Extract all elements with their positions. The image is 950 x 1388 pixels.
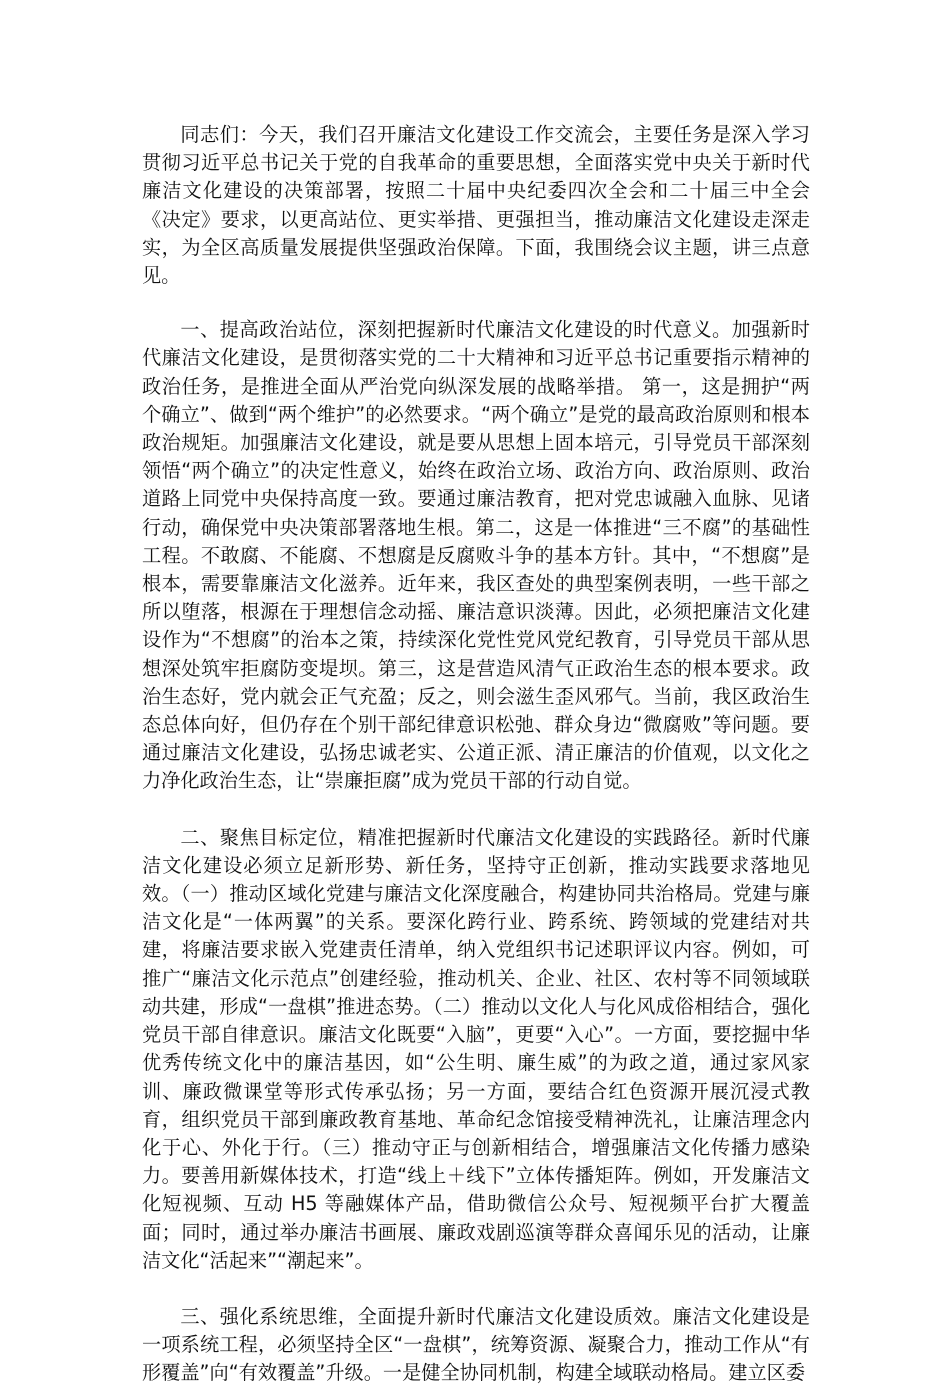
paragraph-section-three: 三、强化系统思维，全面提升新时代廉洁文化建设质效。廉洁文化建设是一项系统工程，必须坚持全区“一盘棋”，统筹资源、凝聚合力，推动工作从“有形覆盖”向“有效覆盖”升级。一是健全协同机制，构建全域联动格局。建立区委 [142,1304,810,1385]
paragraph-opening: 同志们：今天，我们召开廉洁文化建设工作交流会，主要任务是深入学习贯彻习近平总书记关于党的自我革命的重要思想，全面落实党中央关于新时代廉洁文化建设的决策部署，按照二十届中央纪委四次全会和二十届三中全会《决定》要求，以更高站位、更实举措、更强担当，推动廉洁文化建设走深走实，为全区高质量发展提供坚强政治保障。下面，我围绕会议主题，讲三点意见。 [142,123,810,288]
document-body [142,121,810,1388]
paragraph-section-one: 一、提高政治站位，深刻把握新时代廉洁文化建设的时代意义。加强新时代廉洁文化建设，是贯彻落实党的二十大精神和习近平总书记重要指示精神的政治任务，是推进全面从严治党向纵深发展的战略举措。 第一，这是拥护“两个确立”、做到“两个维护”的必然要求。“两个确立”是党的最高政治原则和根本政治规矩。加强廉洁文化建设，就是要从思想上固本培元，引导党员干部深刻领悟“两个确立”的决定性意义，始终在政治立场、政治方向、政治原则、政治道路上同党中央保持高度一致。要通过廉洁教育，把对党忠诚融入血脉、见诸行动，确保党中央决策部署落地生根。第二，这是一体推进“三不腐”的基础性工程。不敢腐、不能腐、不想腐是反腐败斗争的基本方针。其中，“不想腐”是根本，需要靠廉洁文化滋养。近年来，我区查处的典型案例表明，一些干部之所以堕落，根源在于理想信念动摇、廉洁意识淡薄。因此，必须把廉洁文化建设作为“不想腐”的治本之策，持续深化党性党风党纪教育，引导党员干部从思想深处筑牢拒腐防变堤坝。第三，这是营造风清气正政治生态的根本要求。政治生态好，党内就会正气充盈；反之，则会滋生歪风邪气。当前，我区政治生态总体向好，但仍存在个别干部纪律意识松弛、群众身边“微腐败”等问题。要通过廉洁文化建设，弘扬忠诚老实、公道正派、清正廉洁的价值观，以文化之力净化政治生态，让“崇廉拒腐”成为党员干部的行动自觉。 [142,318,810,793]
paragraph-section-two: 二、聚焦目标定位，精准把握新时代廉洁文化建设的实践路径。新时代廉洁文化建设必须立足新形势、新任务，坚持守正创新，推动实践要求落地见效。（一）推动区域化党建与廉洁文化深度融合，构建协同共治格局。党建与廉洁文化是“一体两翼”的关系。要深化跨行业、跨系统、跨领域的党建结对共建，将廉洁要求嵌入党建责任清单，纳入党组织书记述职评议内容。例如，可推广“廉洁文化示范点”创建经验，推动机关、企业、社区、农村等不同领域联动共建，形成“一盘棋”推进态势。（二）推动以文化人与化风成俗相结合，强化党员干部自律意识。廉洁文化既要“入脑”，更要“入心”。一方面，要挖掘中华优秀传统文化中的廉洁基因，如“公生明、廉生威”的为政之道，通过家风家训、廉政微课堂等形式传承弘扬；另一方面，要结合红色资源开展沉浸式教育，组织党员干部到廉政教育基地、革命纪念馆接受精神洗礼，让廉洁理念内化于心、外化于行。（三）推动守正与创新相结合，增强廉洁文化传播力感染力。要善用新媒体技术，打造“线上＋线下”立体传播矩阵。例如，开发廉洁文化短视频、互动 H5 等融媒体产品，借助微信公众号、短视频平台扩大覆盖面；同时，通过举办廉洁书画展、廉政戏剧巡演等群众喜闻乐见的活动，让廉洁文化“活起来”“潮起来”。 [142,825,810,1272]
